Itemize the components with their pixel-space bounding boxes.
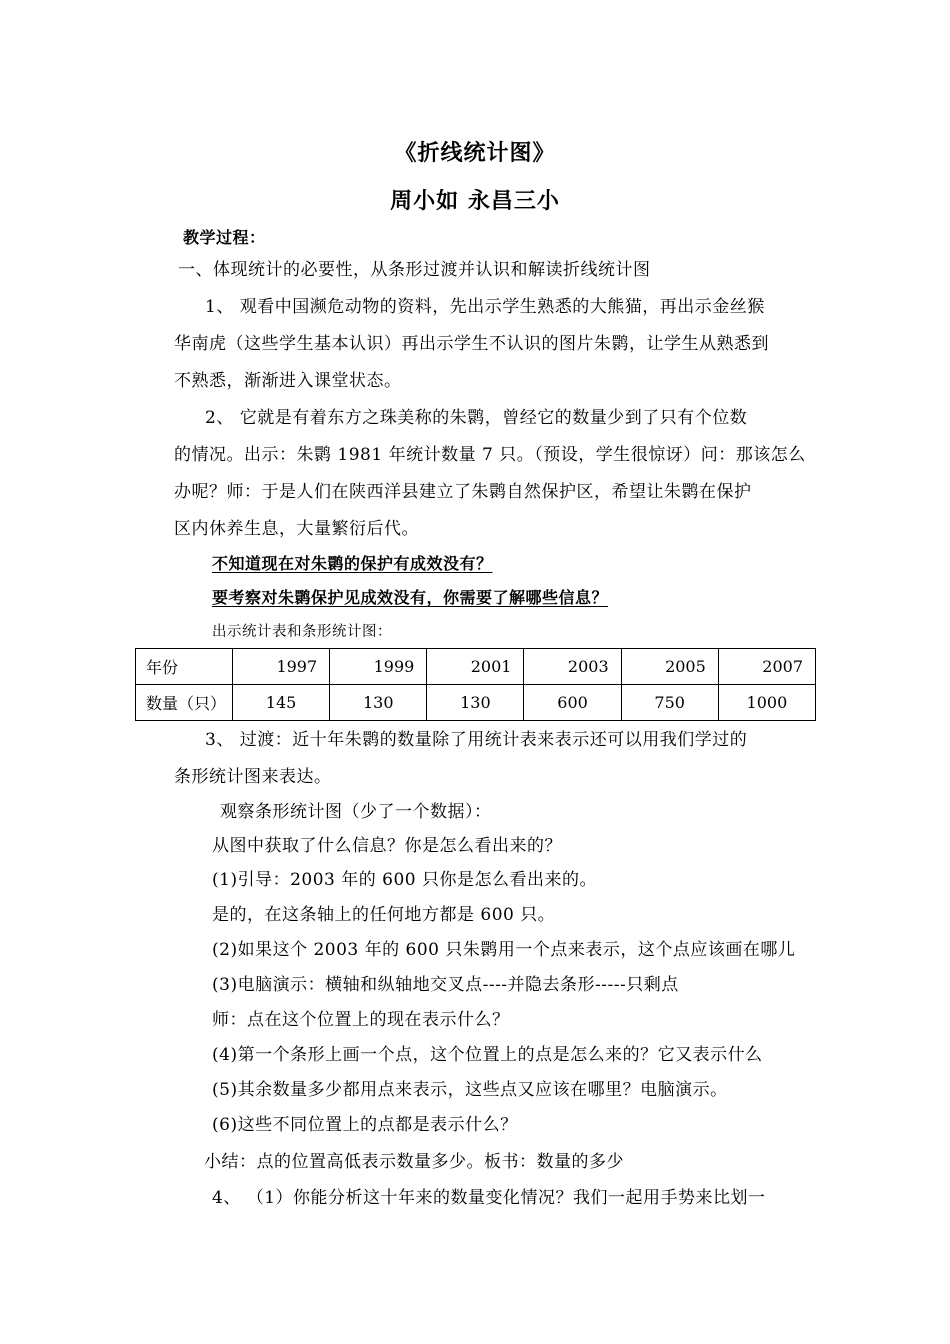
section-heading: 教学过程： [183,228,266,247]
text-line: (6)这些不同位置上的点都是表示什么？ [212,1115,518,1135]
paragraph-line: 的情况。出示：朱鹮 1981 年统计数量 7 只。（预设，学生很惊讶）问：那该怎么 [174,445,806,465]
text-line: 观察条形统计图（少了一个数据）： [220,802,492,822]
table-cell: 145 [233,685,330,721]
text-line: 师：点在这个位置上的现在表示什么？ [212,1010,510,1030]
table-cell: 1000 [718,685,815,721]
paragraph-line: 不熟悉，渐渐进入课堂状态。 [174,371,402,391]
author-line: 周小如 永昌三小 [390,189,560,214]
text-line: (4)第一个条形上画一个点，这个位置上的点是怎么来的？它又表示什么 [212,1045,763,1065]
paragraph-line: 区内休养生息，大量繁衍后代。 [174,519,419,539]
paragraph-line: 华南虎（这些学生基本认识）再出示学生不认识的图片朱鹮，让学生从熟悉到 [174,334,769,354]
text-line: (1)引导：2003 年的 600 只你是怎么看出来的。 [212,870,598,890]
table-cell: 1997 [233,649,330,685]
document-title: 《折线统计图》 [394,141,556,166]
text-line: (5)其余数量多少都用点来表示，这些点又应该在哪里？电脑演示。 [212,1080,728,1100]
question-line: 不知道现在对朱鹮的保护有成效没有？ [212,554,493,573]
paragraph-line: 条形统计图来表达。 [174,767,332,787]
table-cell: 2001 [427,649,524,685]
table-row [136,685,816,721]
table-cell: 1999 [330,649,427,685]
table-row-label: 数量（只） [136,685,233,721]
table-row [136,649,816,685]
text-line: 是的，在这条轴上的任何地方都是 600 只。 [212,905,556,925]
question-line: 要考察对朱鹮保护见成效没有，你需要了解哪些信息？ [212,588,609,607]
table-cell: 130 [330,685,427,721]
paragraph-line: 1、 观看中国濒危动物的资料，先出示学生熟悉的大熊猫，再出示金丝猴 [205,297,765,317]
paragraph-line: 2、 它就是有着东方之珠美称的朱鹮，曾经它的数量少到了只有个位数 [205,408,748,428]
paragraph-line: 3、 过渡：近十年朱鹮的数量除了用统计表来表示还可以用我们学过的 [205,730,748,750]
text-line: (2)如果这个 2003 年的 600 只朱鹮用一个点来表示，这个点应该画在哪儿 [212,940,796,960]
statistics-table [135,648,816,721]
table-cell: 2003 [524,649,621,685]
text-line: 4、 （1）你能分析这十年来的数量变化情况？我们一起用手势来比划一 [212,1188,766,1208]
table-cell: 750 [621,685,718,721]
table-cell: 2005 [621,649,718,685]
text-line: 从图中获取了什么信息？你是怎么看出来的？ [212,836,562,856]
text-line: (3)电脑演示：横轴和纵轴地交叉点----并隐去条形-----只剩点 [212,975,679,995]
summary-line: 小结：点的位置高低表示数量多少。板书：数量的多少 [204,1152,624,1172]
paragraph-line: 办呢？师：于是人们在陕西洋县建立了朱鹮自然保护区，希望让朱鹮在保护 [174,482,752,502]
table-cell: 130 [427,685,524,721]
section-title: 一、体现统计的必要性，从条形过渡并认识和解读折线统计图 [178,260,651,280]
table-cell: 2007 [718,649,815,685]
table-row-label: 年份 [136,649,233,685]
table-cell: 600 [524,685,621,721]
table-intro: 出示统计表和条形统计图： [212,624,392,640]
